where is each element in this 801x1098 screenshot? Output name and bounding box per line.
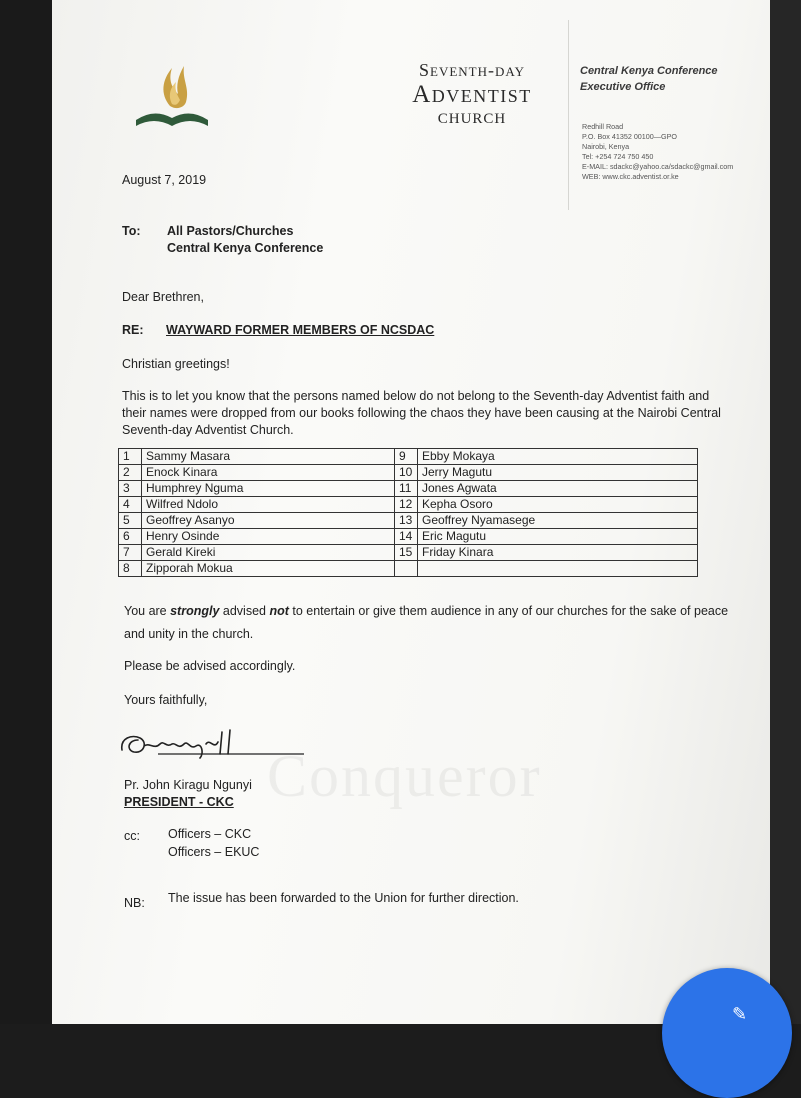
- address-line: P.O. Box 41352 00100—GPO: [582, 132, 677, 141]
- table-cell-name: Geoffrey Nyamasege: [418, 513, 698, 529]
- table-cell-num: 5: [119, 513, 142, 529]
- left-background: [0, 0, 52, 1024]
- to-line-2: Central Kenya Conference: [167, 241, 324, 255]
- table-row: [119, 465, 698, 481]
- edit-fab-button[interactable]: [662, 968, 792, 1098]
- address-block: [582, 122, 733, 182]
- pencil-icon: ✎: [732, 1004, 748, 1024]
- advice-emphasis: not: [269, 604, 289, 618]
- nb-label: NB:: [124, 896, 145, 910]
- table-cell-num: 14: [395, 529, 418, 545]
- advice-emphasis: strongly: [170, 604, 220, 618]
- table-cell-num: 10: [395, 465, 418, 481]
- table-cell-name: [418, 561, 698, 577]
- cc-line-1: Officers – CKC: [168, 827, 252, 841]
- body-paragraph: [122, 388, 721, 439]
- table-cell-num: 9: [395, 449, 418, 465]
- signature-image: [118, 724, 308, 764]
- advice-text: advised: [219, 604, 270, 618]
- body-line: their names were dropped from our books following the chaos they have been causing at the Nairobi Central: [122, 406, 721, 420]
- brand-line-1: Seventh-day: [419, 60, 525, 80]
- address-line: Nairobi, Kenya: [582, 142, 630, 151]
- table-row: [119, 481, 698, 497]
- table-cell-name: Jones Agwata: [418, 481, 698, 497]
- cc-line-2: Officers – EKUC: [168, 845, 260, 859]
- table-row: [119, 513, 698, 529]
- body-line: This is to let you know that the persons named below do not belong to the Seventh-day Adventist faith and: [122, 389, 710, 403]
- to-line-1: All Pastors/Churches: [167, 224, 294, 238]
- table-cell-num: 8: [119, 561, 142, 577]
- table-cell-num: 1: [119, 449, 142, 465]
- advice-line-2: and unity in the church.: [124, 627, 254, 641]
- cc-label: cc:: [124, 829, 140, 843]
- table-cell-name: Humphrey Nguma: [142, 481, 395, 497]
- table-cell-name: Wilfred Ndolo: [142, 497, 395, 513]
- table-cell-num: 6: [119, 529, 142, 545]
- address-line: Tel: +254 724 750 450: [582, 152, 654, 161]
- table-row: [119, 449, 698, 465]
- please-advised: Please be advised accordingly.: [124, 659, 296, 673]
- advice-text: to entertain or give them audience in any of our churches for the sake of peace: [288, 604, 729, 618]
- right-background: [770, 0, 801, 1024]
- brand-line-2: Adventist: [412, 81, 532, 108]
- table-row: [119, 545, 698, 561]
- table-row: [119, 497, 698, 513]
- table-cell-name: Ebby Mokaya: [418, 449, 698, 465]
- table-cell-name: Friday Kinara: [418, 545, 698, 561]
- table-cell-num: 4: [119, 497, 142, 513]
- table-cell-name: Henry Osinde: [142, 529, 395, 545]
- table-cell-name: Geoffrey Asanyo: [142, 513, 395, 529]
- address-line: Redhill Road: [582, 122, 624, 131]
- table-row: [119, 561, 698, 577]
- names-table: [118, 448, 698, 577]
- letter-page: [52, 0, 770, 1024]
- body-line: Seventh-day Adventist Church.: [122, 423, 294, 437]
- advice-text: You are: [124, 604, 171, 618]
- table-cell-num: 12: [395, 497, 418, 513]
- table-cell-name: Eric Magutu: [418, 529, 698, 545]
- nb-text: The issue has been forwarded to the Union for further direction.: [168, 891, 519, 905]
- brand-line-3: CHURCH: [437, 111, 507, 127]
- paper-watermark: Conqueror: [267, 743, 542, 809]
- table-cell-name: Jerry Magutu: [418, 465, 698, 481]
- closing: Yours faithfully,: [124, 693, 208, 707]
- to-label: To:: [122, 224, 141, 238]
- re-subject: WAYWARD FORMER MEMBERS OF NCSDAC: [166, 323, 435, 337]
- table-cell-name: Sammy Masara: [142, 449, 395, 465]
- letter-date: August 7, 2019: [122, 173, 207, 187]
- table-cell-num: 15: [395, 545, 418, 561]
- table-row: [119, 529, 698, 545]
- signer-title: PRESIDENT - CKC: [124, 795, 234, 809]
- table-cell-name: Zipporah Mokua: [142, 561, 395, 577]
- table-cell-num: [395, 561, 418, 577]
- table-cell-name: Kepha Osoro: [418, 497, 698, 513]
- table-cell-num: 13: [395, 513, 418, 529]
- table-cell-num: 3: [119, 481, 142, 497]
- office-name: Central Kenya Conference: [580, 65, 718, 77]
- re-label: RE:: [122, 323, 144, 337]
- greeting: Christian greetings!: [122, 357, 230, 371]
- salutation: Dear Brethren,: [122, 290, 204, 304]
- letterhead-divider: [568, 20, 569, 210]
- table-cell-num: 2: [119, 465, 142, 481]
- church-logo-icon: [132, 58, 212, 130]
- table-cell-num: 7: [119, 545, 142, 561]
- address-line: E-MAIL: sdackc@yahoo.ca/sdackc@gmail.com: [582, 162, 734, 171]
- signer-name: Pr. John Kiragu Ngunyi: [124, 778, 252, 792]
- office-sub: Executive Office: [580, 81, 666, 93]
- address-line: WEB: www.ckc.adventist.or.ke: [582, 172, 679, 181]
- church-brand: [382, 60, 562, 128]
- table-cell-num: 11: [395, 481, 418, 497]
- advice-line-1: [124, 604, 728, 618]
- table-cell-name: Gerald Kireki: [142, 545, 395, 561]
- table-cell-name: Enock Kinara: [142, 465, 395, 481]
